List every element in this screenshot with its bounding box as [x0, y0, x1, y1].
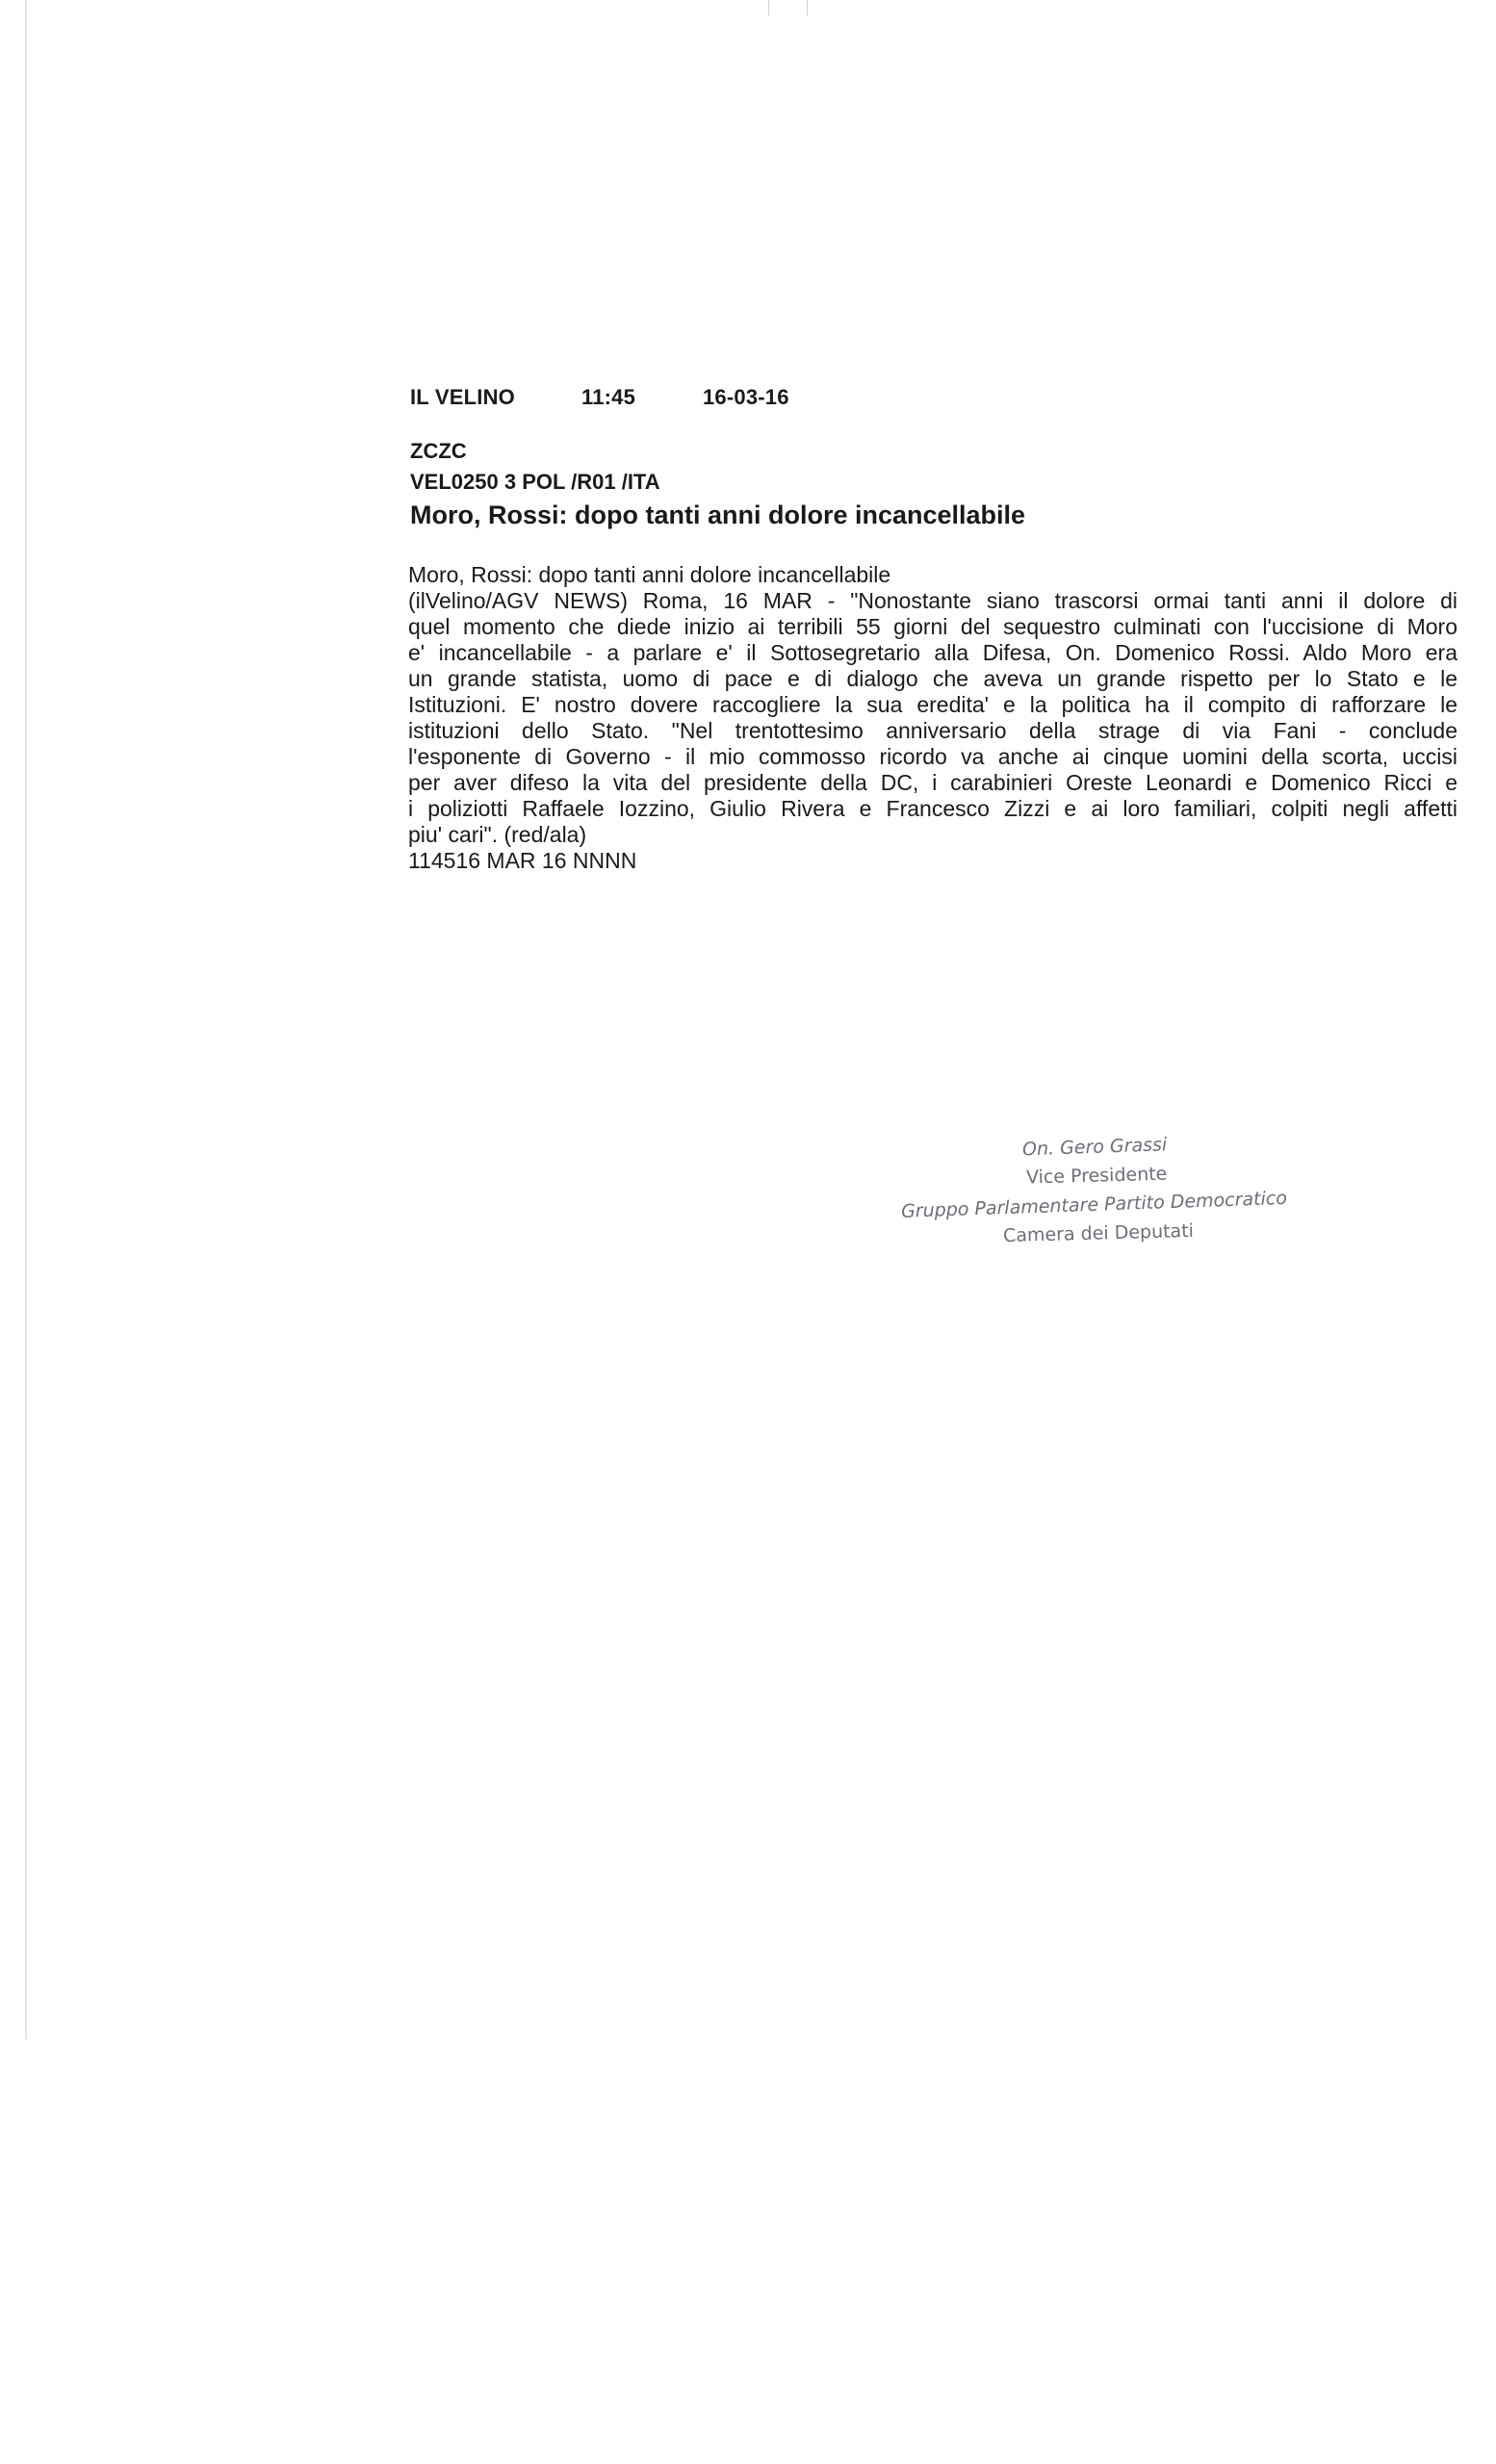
scan-top-mark	[807, 0, 808, 15]
body-line: quel momento che diede inizio ai terribili 55 giorni del sequestro culminati con l'uccisione di Moro	[408, 614, 1457, 639]
body-line: i poliziotti Raffaele Iozzino, Giulio Rivera e Francesco Zizzi e ai loro familiari, colpiti negli affetti	[408, 796, 1457, 821]
body-line: (ilVelino/AGV NEWS) Roma, 16 MAR - "Nonostante siano trascorsi ormai tanti anni il dolore di	[408, 588, 1457, 613]
dispatch-footer: 114516 MAR 16 NNNN	[408, 848, 637, 873]
parliamentary-group: Gruppo Parlamentare Partito Democratico	[900, 1187, 1288, 1222]
body-line: istituzioni dello Stato. "Nel trentottesimo anniversario della strage di via Fani - conclude	[408, 718, 1457, 743]
dispatch-reference: VEL0250 3 POL /R01 /ITA	[410, 470, 660, 494]
body-line: un grande statista, uomo di pace e di dialogo che aveva un grande rispetto per lo Stato e le	[408, 666, 1457, 691]
signature-stamp	[866, 1132, 1367, 1247]
body-line: e' incancellabile - a parlare e' il Sottosegretario alla Difesa, On. Domenico Rossi. Aldo Moro era	[408, 640, 1457, 665]
dispatch-header	[410, 385, 789, 410]
body-line: l'esponente di Governo - il mio commosso ricordo va anche ai cinque uomini della scorta, uccisi	[408, 744, 1457, 769]
dispatch-time: 11:45	[581, 385, 636, 409]
scan-top-mark	[768, 0, 769, 15]
body-line: Moro, Rossi: dopo tanti anni dolore incancellabile	[408, 562, 891, 587]
signatory-name: On. Gero Grassi	[1021, 1134, 1168, 1161]
body-line: piu' cari". (red/ala)	[408, 822, 587, 847]
article-body	[408, 562, 1457, 874]
headline: Moro, Rossi: dopo tanti anni dolore incancellabile	[410, 500, 1026, 529]
scan-left-edge	[25, 0, 27, 2040]
chamber-name: Camera dei Deputati	[1002, 1219, 1195, 1247]
agency-name: IL VELINO	[410, 385, 515, 409]
body-line: Istituzioni. E' nostro dovere raccogliere la sua eredita' e la politica ha il compito di rafforzare le	[408, 692, 1457, 717]
signatory-role: Vice Presidente	[1025, 1163, 1168, 1189]
zczc-code: ZCZC	[410, 439, 467, 463]
body-line: per aver difeso la vita del presidente della DC, i carabinieri Oreste Leonardi e Domenico Ricci e	[408, 770, 1457, 795]
dispatch-date: 16-03-16	[703, 385, 789, 409]
